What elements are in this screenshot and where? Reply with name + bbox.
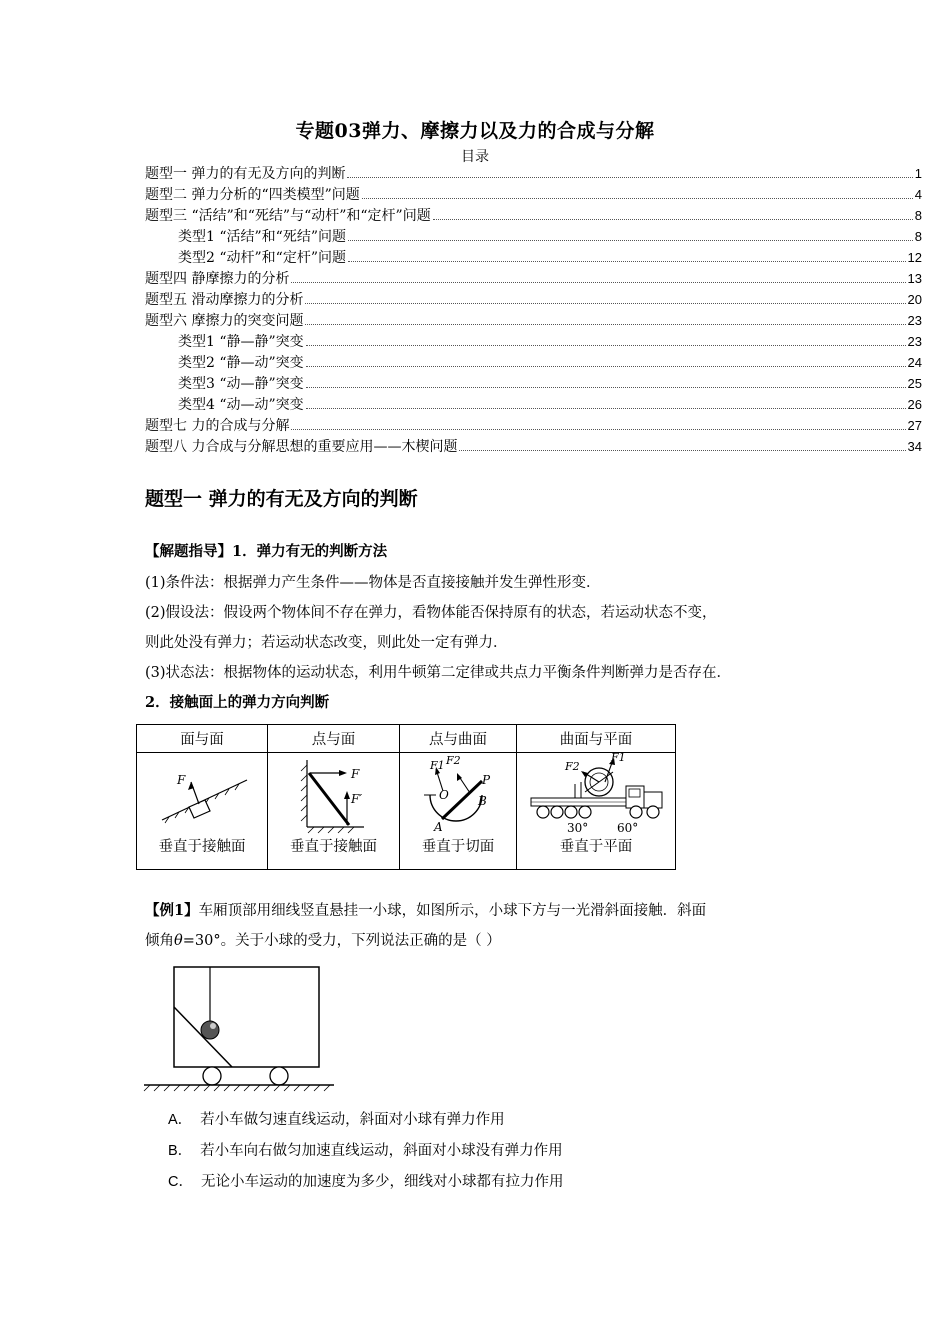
toc-leader-dots [291, 429, 905, 430]
paragraph-condition-method: (1)条件法：根据弹力产生条件——物体是否直接接触并发生弹性形变． [145, 575, 601, 591]
toc-entry-page: 25 [907, 376, 922, 391]
angle-label-60: 60° [617, 821, 639, 835]
toc-entry[interactable] [145, 415, 922, 436]
toc-entry-label: 题型三 “活结”和“死结”与“动杆”和“定杆”问题 [145, 208, 431, 224]
toc-leader-dots [459, 450, 905, 451]
example-line-2 [145, 931, 501, 951]
table-header-cell: 面与面 [137, 725, 268, 753]
toc-entry-page: 20 [907, 292, 922, 307]
point-label-a: A [434, 820, 443, 834]
truck-with-log-figure [521, 752, 671, 838]
toc-entry-page: 24 [907, 355, 922, 370]
table-caption: 垂直于平面 [559, 839, 633, 855]
toc-leader-dots [433, 219, 913, 220]
toc-leader-dots [347, 177, 912, 178]
paragraph-state-method: (3)状态法：根据物体的运动状态，利用牛顿第二定律或共点力平衡条件判断弹力是否存在． [145, 665, 732, 681]
toc-leader-dots [306, 408, 906, 409]
toc-entry-label: 题型五 滑动摩擦力的分析 [145, 292, 304, 308]
force-label-f: F [350, 767, 359, 781]
toc-leader-dots [291, 282, 905, 283]
toc-entry[interactable] [145, 205, 922, 226]
guide-title [145, 542, 387, 562]
toc-leader-dots [306, 387, 906, 388]
toc-leader-dots [348, 261, 906, 262]
toc-leader-dots [362, 198, 913, 199]
toc-entry[interactable] [145, 268, 922, 289]
toc-entry-page: 4 [914, 187, 922, 202]
force-label-f2: F2 [446, 755, 461, 767]
block-on-incline-figure [147, 760, 257, 830]
toc-entry-label: 类型3 “动—静”突变 [178, 376, 304, 392]
option-key: C． [168, 1174, 193, 1190]
toc-entry-label: 题型七 力的合成与分解 [145, 418, 290, 434]
toc-entry[interactable] [145, 394, 922, 415]
table-header-cell: 点与面 [268, 725, 400, 753]
example-line-1 [145, 901, 706, 921]
toc-entry[interactable] [145, 226, 922, 247]
toc-entry-page: 8 [914, 229, 922, 244]
paragraph-assumption-method: (2)假设法：假设两个物体间不存在弹力，看物体能否保持原有的状态，若运动状态不变， [145, 605, 717, 621]
table-cell-point-surface [268, 753, 400, 870]
toc-entry-page: 26 [907, 397, 922, 412]
document-title: 专题03弹力、摩擦力以及力的合成与分解 [295, 120, 655, 142]
option-text: 无论小车运动的加速度为多少，细线对小球都有拉力作用 [200, 1174, 564, 1190]
table-header-cell: 点与曲面 [400, 725, 517, 753]
example-label: 【例1】 [145, 902, 199, 919]
toc-entry-label: 题型一 弹力的有无及方向的判断 [145, 166, 346, 182]
toc-entry-page: 23 [907, 334, 922, 349]
toc-entry-label: 类型4 “动—动”突变 [178, 397, 304, 413]
angle-value: =30° [182, 933, 221, 949]
option-b[interactable] [168, 1139, 563, 1160]
guide-label: 【解题指导】 [145, 543, 232, 560]
toc-leader-dots [305, 303, 905, 304]
toc-entry-label: 题型八 力合成与分解思想的重要应用——木楔问题 [145, 439, 458, 455]
example-text: 倾角 [145, 933, 174, 949]
section-heading: 题型一 弹力的有无及方向的判断 [145, 488, 418, 510]
toc-leader-dots [348, 240, 913, 241]
cart-with-ball-figure [140, 962, 340, 1092]
toc-entry[interactable] [145, 331, 922, 352]
option-key: B． [168, 1143, 193, 1159]
toc-entry-page: 12 [907, 250, 922, 265]
rod-in-bowl-figure [408, 755, 508, 835]
point-label-b: B [478, 794, 487, 808]
toc-entry-page: 34 [907, 439, 922, 454]
toc-entry-label: 题型二 弹力分析的“四类模型”问题 [145, 187, 360, 203]
toc-entry[interactable] [145, 289, 922, 310]
rod-against-wall-figure [279, 755, 389, 835]
table-caption: 垂直于接触面 [290, 839, 377, 855]
toc-entry-page: 1 [914, 166, 922, 181]
table-cell-curve-plane [517, 753, 676, 870]
toc-entry[interactable] [145, 352, 922, 373]
angle-label-30: 30° [567, 821, 589, 835]
toc-entry-label: 类型1 “活结”和“死结”问题 [178, 229, 346, 245]
toc-entry-page: 8 [914, 208, 922, 223]
table-of-contents [145, 163, 922, 457]
point-label-o: O [439, 788, 449, 802]
toc-entry-page: 13 [907, 271, 922, 286]
point-label-p: P [482, 773, 491, 787]
table-header-cell: 曲面与平面 [517, 725, 676, 753]
toc-entry-page: 27 [907, 418, 922, 433]
table-cell-surface-surface [137, 753, 268, 870]
table-caption: 垂直于切面 [421, 839, 495, 855]
subheading-direction: 2．接触面上的弹力方向判断 [145, 694, 330, 711]
table-caption: 垂直于接触面 [158, 839, 246, 855]
option-key: A． [168, 1112, 193, 1128]
option-c[interactable] [168, 1170, 563, 1191]
toc-entry-label: 题型四 静摩擦力的分析 [145, 271, 290, 287]
toc-heading: 目录 [461, 149, 489, 165]
force-label-f2: F2 [565, 760, 580, 773]
example-text: 车厢顶部用细线竖直悬挂一小球，如图所示，小球下方与一光滑斜面接触．斜面 [198, 903, 707, 919]
toc-leader-dots [306, 366, 906, 367]
toc-entry-label: 类型2 “静—动”突变 [178, 355, 304, 371]
toc-entry[interactable] [145, 184, 922, 205]
toc-entry[interactable] [145, 373, 922, 394]
paragraph-assumption-method-cont: 则此处没有弹力；若运动状态改变，则此处一定有弹力． [145, 635, 508, 651]
force-label-f-prime: F′ [350, 792, 362, 806]
option-a[interactable] [168, 1108, 505, 1129]
option-text: 若小车做匀速直线运动，斜面对小球有弹力作用 [200, 1112, 505, 1128]
force-label-f1: F1 [430, 759, 445, 772]
force-label-f: F [177, 773, 186, 787]
toc-leader-dots [306, 345, 906, 346]
force-direction-table [136, 724, 676, 870]
force-label-f1: F1 [611, 752, 626, 764]
toc-entry-label: 题型六 摩擦力的突变问题 [145, 313, 304, 329]
theta-symbol: θ [174, 933, 183, 949]
example-text: 。关于小球的受力，下列说法正确的是（ ） [220, 933, 501, 949]
toc-leader-dots [305, 324, 905, 325]
option-text: 若小车向右做匀加速直线运动，斜面对小球没有弹力作用 [200, 1143, 563, 1159]
toc-entry[interactable] [145, 436, 922, 457]
guide-subtitle: 1．弹力有无的判断方法 [232, 543, 388, 560]
toc-entry-label: 类型1 “静—静”突变 [178, 334, 304, 350]
toc-entry-page: 23 [907, 313, 922, 328]
table-cell-point-curve [400, 753, 517, 870]
toc-entry[interactable] [145, 310, 922, 331]
toc-entry-label: 类型2 “动杆”和“定杆”问题 [178, 250, 346, 266]
toc-entry[interactable] [145, 247, 922, 268]
toc-entry[interactable] [145, 163, 922, 184]
